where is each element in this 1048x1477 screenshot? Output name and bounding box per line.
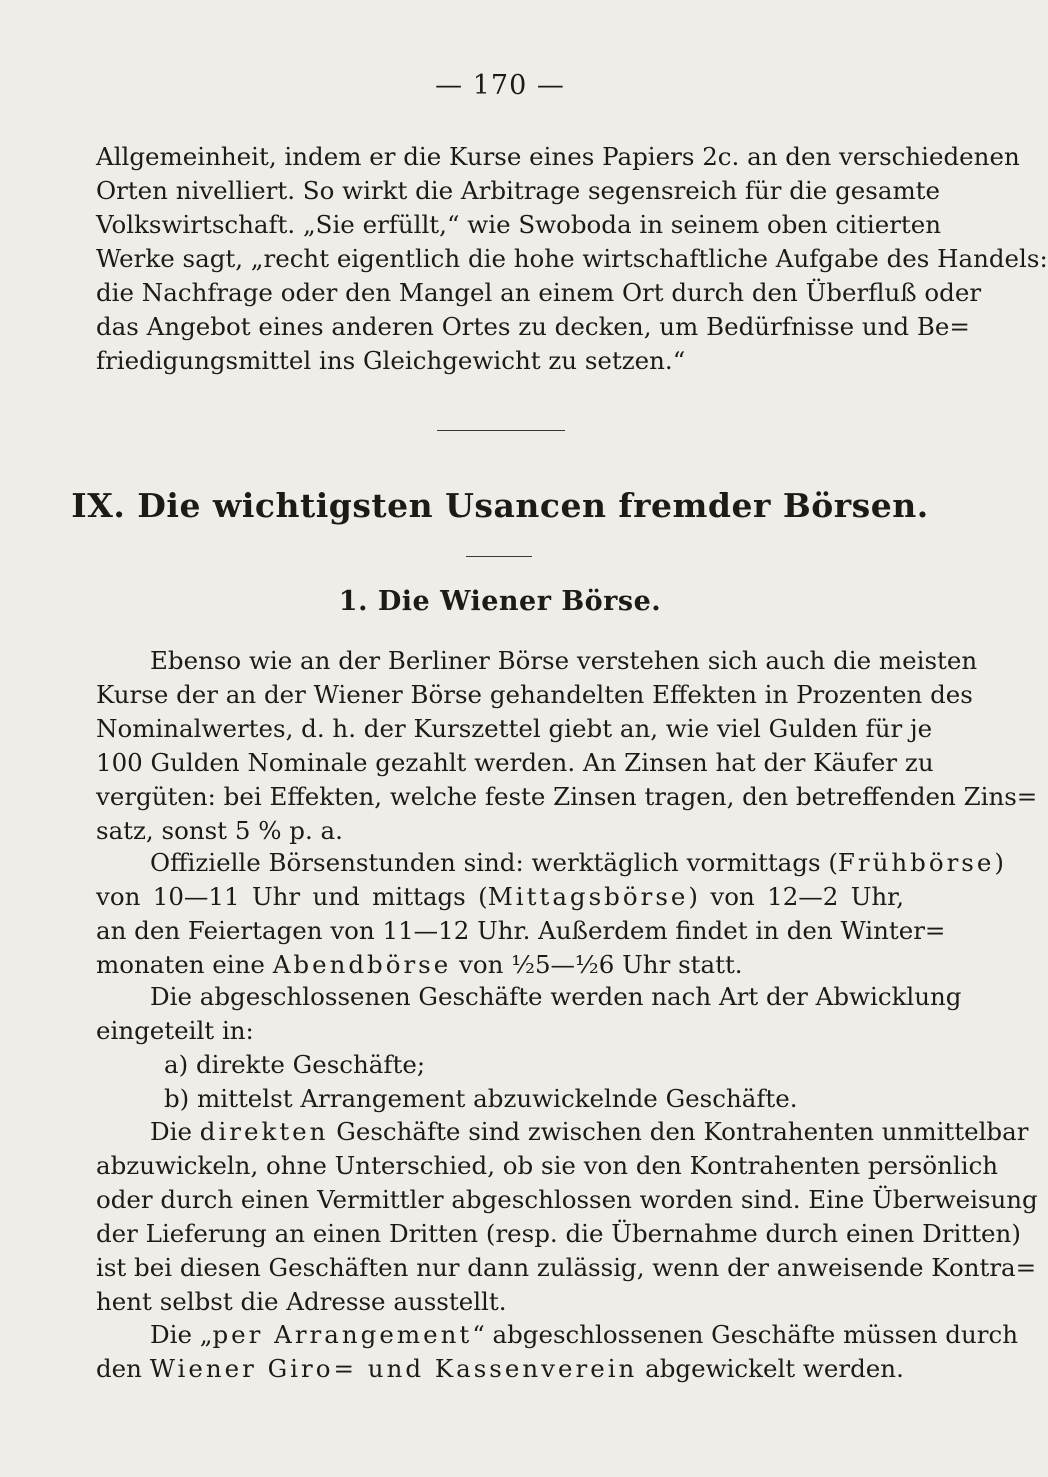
text-line: Volkswirtschaft. „Sie erfüllt,“ wie Swoboda in seinem oben citierten bbox=[96, 210, 942, 239]
page-number: — 170 — bbox=[435, 70, 565, 101]
paragraph-2 bbox=[96, 846, 1004, 982]
emphasis: per Arrangement bbox=[212, 1320, 473, 1349]
text-line: abzuwickeln, ohne Unterschied, ob sie von den Kontrahenten persönlich bbox=[96, 1151, 999, 1180]
divider-rule bbox=[437, 430, 565, 431]
emphasis: direkten bbox=[199, 1117, 329, 1146]
text-line: Die abgeschlossenen Geschäfte werden nach Art der Abwicklung bbox=[150, 982, 962, 1011]
short-divider-rule bbox=[466, 556, 532, 557]
text-line: eingeteilt in: bbox=[96, 1016, 254, 1045]
chapter-heading: IX. Die wichtigsten Usancen fremder Börsen. bbox=[71, 486, 929, 525]
text-line: friedigungsmittel ins Gleichgewicht zu setzen.“ bbox=[96, 346, 686, 375]
text-line: an den Feiertagen von 11—12 Uhr. Außerdem findet in den Winter= bbox=[96, 916, 946, 945]
text-line: das Angebot eines anderen Ortes zu decken, um Bedürfnisse und Be= bbox=[96, 312, 970, 341]
list-item: a) direkte Geschäfte; bbox=[164, 1050, 426, 1079]
paragraph-3 bbox=[96, 980, 962, 1116]
text-line: Ebenso wie an der Berliner Börse verstehen sich auch die meisten bbox=[150, 646, 978, 675]
paragraph-4 bbox=[96, 1115, 1038, 1319]
emphasis: Mittagsbörse bbox=[487, 882, 689, 911]
paragraph-5 bbox=[96, 1318, 1018, 1386]
text-line: der Lieferung an einen Dritten (resp. die Übernahme durch einen Dritten) bbox=[96, 1219, 1021, 1248]
text-line: Nominalwertes, d. h. der Kurszettel giebt an, wie viel Gulden für je bbox=[96, 714, 933, 743]
section-heading: 1. Die Wiener Börse. bbox=[338, 586, 662, 617]
text-line: Allgemeinheit, indem er die Kurse eines Papiers 2c. an den verschiedenen bbox=[96, 142, 1020, 171]
text-line: ist bei diesen Geschäften nur dann zulässig, wenn der anweisende Kontra= bbox=[96, 1253, 1037, 1282]
text-line: monaten eine Abendbörse von ½5—½6 Uhr statt. bbox=[96, 950, 743, 979]
text-line: 100 Gulden Nominale gezahlt werden. An Zinsen hat der Käufer zu bbox=[96, 748, 934, 777]
text-line: Die „per Arrangement“ abgeschlossenen Geschäfte müssen durch bbox=[150, 1320, 1018, 1349]
emphasis: Wiener Giro= und Kassenverein bbox=[149, 1354, 638, 1383]
text-line: satz, sonst 5 % p. a. bbox=[96, 816, 343, 845]
text-line: hent selbst die Adresse ausstellt. bbox=[96, 1287, 507, 1316]
emphasis: Abendbörse bbox=[272, 950, 452, 979]
text-line: Kurse der an der Wiener Börse gehandelten Effekten in Prozenten des bbox=[96, 680, 973, 709]
top-paragraph bbox=[96, 140, 1048, 378]
text-line: oder durch einen Vermittler abgeschlossen worden sind. Eine Überweisung bbox=[96, 1185, 1038, 1214]
text-line: Die direkten Geschäfte sind zwischen den Kontrahenten unmittelbar bbox=[150, 1117, 1029, 1146]
paragraph-1 bbox=[96, 644, 1038, 848]
emphasis: Frühbörse bbox=[837, 848, 995, 877]
text-line: Werke sagt, „recht eigentlich die hohe wirtschaftliche Aufgabe des Handels: bbox=[96, 244, 1048, 273]
text-line: Offizielle Börsenstunden sind: werktäglich vormittags (Frühbörse) bbox=[150, 848, 1004, 877]
text-line: vergüten: bei Effekten, welche feste Zinsen tragen, den betreffenden Zins= bbox=[96, 782, 1038, 811]
text-line: die Nachfrage oder den Mangel an einem Ort durch den Überfluß oder bbox=[96, 278, 982, 307]
text-line: Orten nivelliert. So wirkt die Arbitrage segensreich für die gesamte bbox=[96, 176, 941, 205]
text-line: den Wiener Giro= und Kassenverein abgewickelt werden. bbox=[96, 1354, 904, 1383]
text-line: von 10—11 Uhr und mittags (Mittagsbörse) von 12—2 Uhr, bbox=[96, 882, 904, 911]
list-item: b) mittelst Arrangement abzuwickelnde Geschäfte. bbox=[164, 1084, 798, 1113]
